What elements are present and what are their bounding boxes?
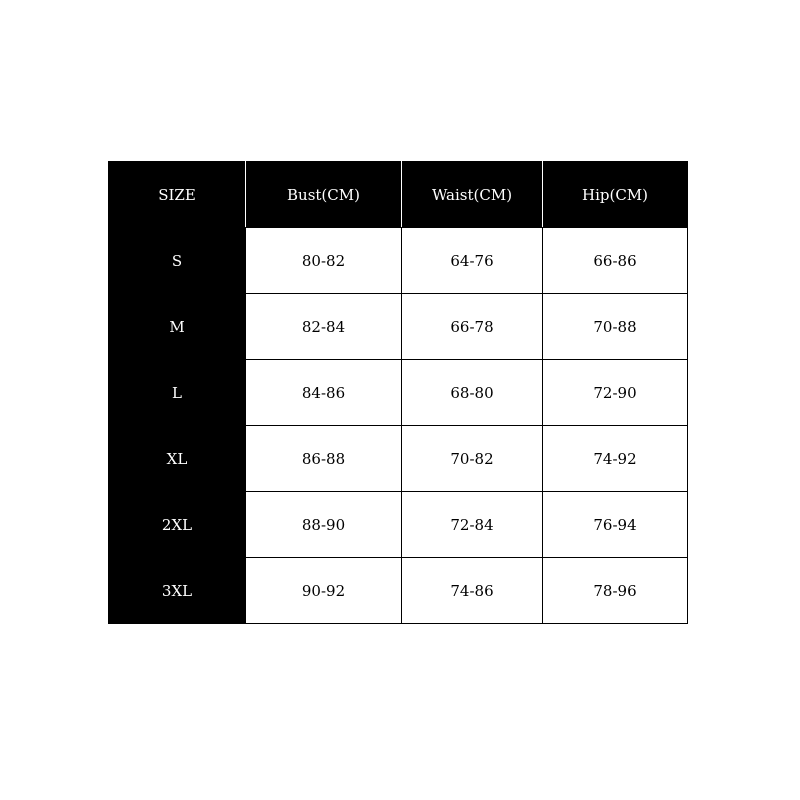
bust-value: 82-84 [246,294,402,360]
table-row [109,558,688,624]
bust-value: 90-92 [246,558,402,624]
size-label: XL [109,426,246,492]
size-label: S [109,228,246,294]
waist-value: 68-80 [402,360,543,426]
waist-value: 66-78 [402,294,543,360]
size-label: M [109,294,246,360]
hip-value: 66-86 [543,228,688,294]
header-size: SIZE [109,162,246,228]
hip-value: 74-92 [543,426,688,492]
header-bust: Bust(CM) [246,162,402,228]
bust-value: 84-86 [246,360,402,426]
bust-value: 88-90 [246,492,402,558]
bust-value: 80-82 [246,228,402,294]
bust-value: 86-88 [246,426,402,492]
header-hip: Hip(CM) [543,162,688,228]
table-row [109,426,688,492]
size-label: 3XL [109,558,246,624]
hip-value: 70-88 [543,294,688,360]
table-header-row [109,162,688,228]
size-label: 2XL [109,492,246,558]
waist-value: 64-76 [402,228,543,294]
waist-value: 74-86 [402,558,543,624]
waist-value: 72-84 [402,492,543,558]
waist-value: 70-82 [402,426,543,492]
table-row [109,294,688,360]
size-chart-table [108,161,688,624]
table-row [109,360,688,426]
header-waist: Waist(CM) [402,162,543,228]
table-row [109,492,688,558]
hip-value: 78-96 [543,558,688,624]
hip-value: 72-90 [543,360,688,426]
table-row [109,228,688,294]
hip-value: 76-94 [543,492,688,558]
size-label: L [109,360,246,426]
